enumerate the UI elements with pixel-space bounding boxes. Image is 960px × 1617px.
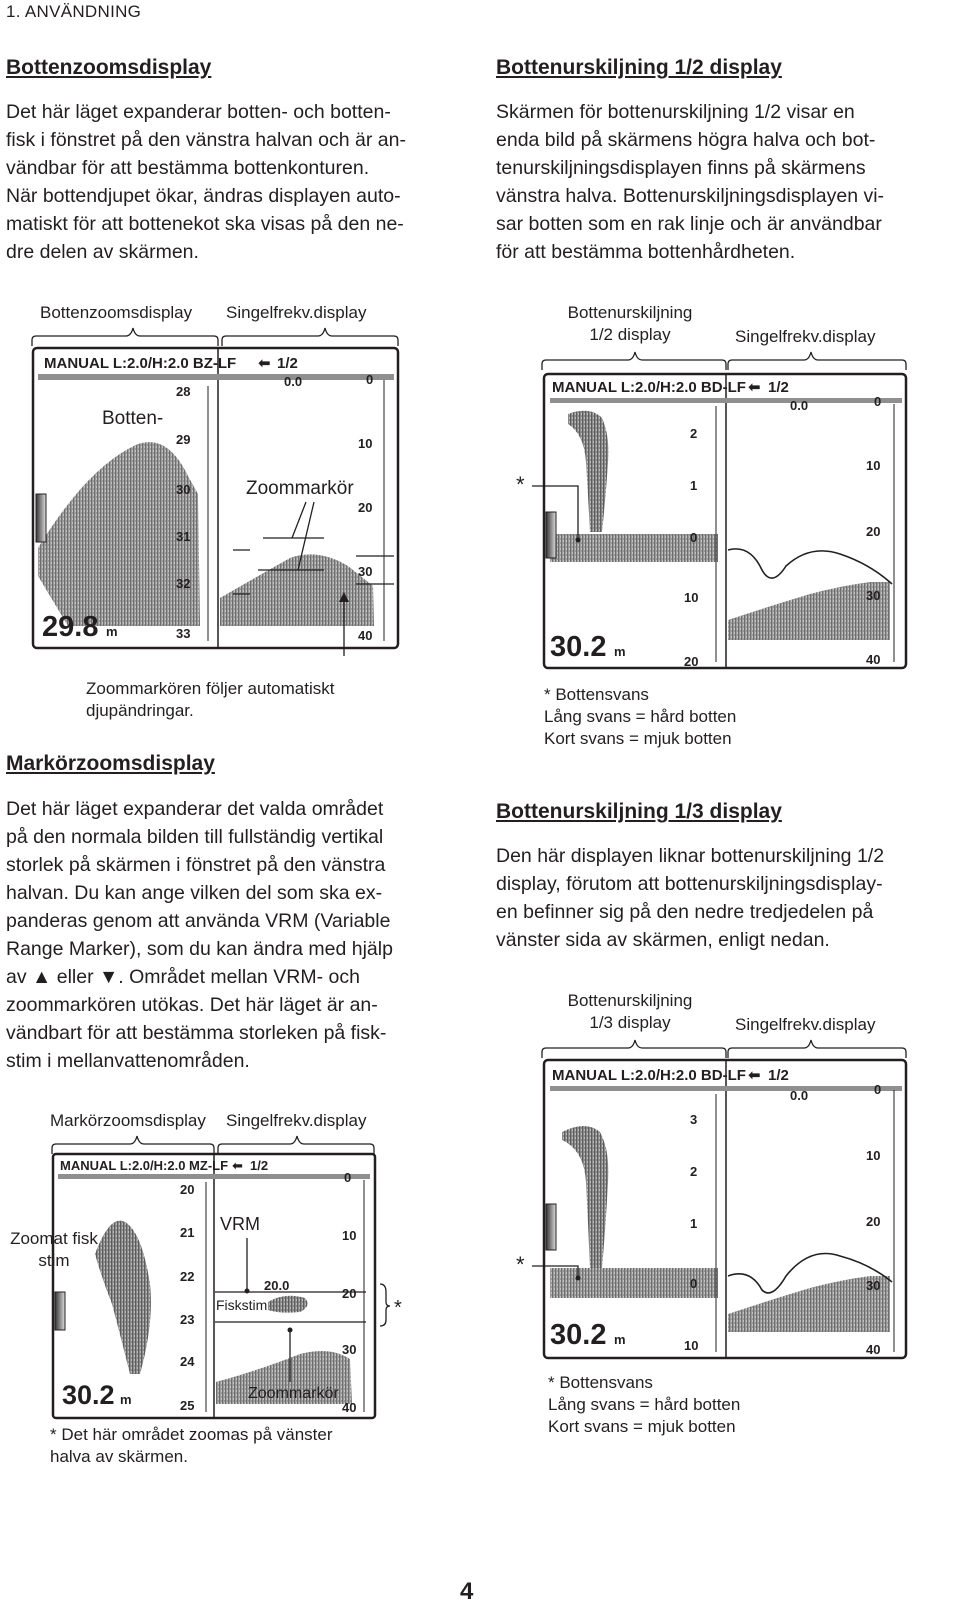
left-tick-label: 24 [180, 1354, 195, 1369]
brace-left [32, 328, 218, 346]
left-tick-label: 3 [690, 1112, 698, 1127]
dh-note: * Bottensvans Lång svans = hård botten Kort svans = mjuk botten [544, 685, 737, 748]
right-tick-label: 40 [866, 652, 881, 667]
right-tick-label: 0 [874, 1082, 882, 1097]
right-tick-label: 30 [358, 564, 373, 579]
right-tick-label: 40 [866, 1342, 881, 1357]
depth-unit: m [614, 1332, 626, 1347]
right-tick-label: 30 [866, 588, 881, 603]
inner-label: Botten- [102, 408, 164, 429]
dt-label-left: Bottenurskiljning 1/3 display [567, 991, 693, 1032]
depth-unit: m [614, 644, 626, 659]
mz-label-left: Markörzoomsdisplay [50, 1111, 206, 1130]
arrow-left-icon: ⬅ [232, 1158, 243, 1173]
brace-right [728, 1040, 906, 1058]
color-bar [55, 1292, 65, 1330]
left-tick-label: 0 [690, 530, 698, 545]
zoom-marker-label: Zoommarkör [248, 1385, 339, 1402]
header-split: 1/2 [768, 379, 789, 396]
left-tick-label: 22 [180, 1269, 195, 1284]
left-tick-label: 32 [176, 576, 191, 591]
right-tick-label: 0 [366, 372, 374, 387]
left-tick-label: 1 [690, 478, 698, 493]
depth-value: 29.8 [42, 611, 99, 643]
right-tick-label: 10 [342, 1228, 357, 1243]
bottom-zoom-body: Det här läget expanderar botten- och botten- fisk i fönstret på den vänstra halvan och är an- vändbar för att bestämma bottenkonturen. När bottendjupet ökar, ändras displayen auto- matiskt för att bottenekot ska visas på den ne- dre delen av skärmen. [6, 101, 406, 263]
left-tick-label: 2 [690, 426, 698, 441]
marker-zoom-display [0, 1134, 420, 1434]
brace-right [222, 328, 398, 346]
header-split: 1/2 [768, 1067, 789, 1084]
left-tick-label: 30 [176, 482, 191, 497]
right-top-value: 0.0 [790, 1088, 809, 1103]
color-bar [546, 1204, 556, 1250]
brace-left [542, 352, 726, 370]
asterisk: * [516, 472, 525, 497]
mz-note: * Det här området zoomas på vänster halva av skärmen. [50, 1425, 333, 1466]
brace-right [728, 352, 906, 370]
left-tick-label: 20 [684, 654, 699, 669]
disc-third-display [510, 1032, 910, 1364]
bz-label-left: Bottenzoomsdisplay [40, 303, 193, 322]
right-tick-label: 0 [874, 394, 882, 409]
chapter-title: 1. ANVÄNDNING [6, 2, 142, 21]
bz-label-right: Singelfrekv.display [226, 303, 367, 322]
left-tick-label: 33 [176, 626, 191, 641]
left-tick-label: 28 [176, 384, 191, 399]
vrm-value: 20.0 [264, 1278, 290, 1293]
dh-label-left: Bottenurskiljning 1/2 display [567, 303, 693, 344]
dt-label-right: Singelfrekv.display [735, 1015, 876, 1034]
right-tick-label: 20 [866, 1214, 881, 1229]
disc-half-body: Skärmen för bottenurskiljning 1/2 visar en enda bild på skärmens högra halva och bot- tenurskiljningsdisplayen finns på skärmens vänstra halva. Bottenurskiljningsdisplayen vi- sar botten som en rak linje och är användbar för att bestämma bottenhårdheten. [496, 101, 885, 263]
bottom-zoom-heading: Bottenzoomsdisplay [6, 56, 212, 79]
left-tick-label: 20 [180, 1182, 195, 1197]
depth-value: 30.2 [550, 1319, 607, 1351]
zoom-marker-label: Zoommarkör [246, 478, 354, 499]
vrm-label: VRM [220, 1214, 260, 1234]
depth-value: 30.2 [62, 1380, 115, 1410]
dt-note: * Bottensvans Lång svans = hård botten Kort svans = mjuk botten [548, 1373, 741, 1436]
left-tick-label: 2 [690, 1164, 698, 1179]
right-tick-label: 30 [342, 1342, 357, 1357]
right-tick-label: 0 [344, 1170, 352, 1185]
left-tick-label: 10 [684, 1338, 699, 1353]
disc-third-heading: Bottenurskiljning 1/3 display [496, 800, 782, 823]
right-tick-label: 30 [866, 1278, 881, 1293]
arrow-left-icon: ⬅ [748, 1067, 761, 1084]
header-mode: MANUAL L:2.0/H:2.0 BZ-LF [44, 355, 237, 372]
depth-unit: m [120, 1392, 132, 1407]
header-mode: MANUAL L:2.0/H:2.0 BD-LF [552, 379, 746, 396]
left-tick-label: 0 [690, 1276, 698, 1291]
asterisk: * [394, 1297, 402, 1319]
left-tick-label: 25 [180, 1398, 195, 1413]
brace-small [380, 1284, 390, 1326]
right-tick-label: 20 [358, 500, 373, 515]
header-split: 1/2 [277, 355, 298, 372]
right-top-value: 0.0 [790, 398, 809, 413]
right-tick-label: 20 [866, 524, 881, 539]
brace-left [542, 1040, 726, 1058]
right-tick-label: 40 [358, 628, 373, 643]
bz-caption: Zoommarkören följer automatiskt djupändringar. [86, 679, 335, 720]
left-tick-label: 1 [690, 1216, 698, 1231]
right-tick-label: 20 [342, 1286, 357, 1301]
left-tick-label: 21 [180, 1225, 195, 1240]
right-tick-label: 10 [866, 1148, 881, 1163]
left-tick-label: 23 [180, 1312, 195, 1327]
right-tick-label: 10 [358, 436, 373, 451]
header-mode: MANUAL L:2.0/H:2.0 BD-LF [552, 1067, 746, 1084]
mz-label-right: Singelfrekv.display [226, 1111, 367, 1130]
zoomed-fish-label: Zoomat fisk stim [10, 1229, 98, 1270]
right-tick-label: 40 [342, 1400, 357, 1415]
asterisk: * [516, 1252, 525, 1277]
marker-zoom-body: Det här läget expanderar det valda området på den normala bilden till fullständig vertikal storlek på skärmen i fönstret på den vänstra halvan. Du kan ange vilken del som ska ex- panderas genom att använda VRM (Variable Range Marker), som du kan ändra med hjälp av ▲ eller ▼. Området mellan VRM- och zoommarkören utökas. Det här läget är an- vändbart för att bestämma storleken på fisk- stim i mellanvattenområden. [6, 798, 393, 1072]
header-mode: MANUAL L:2.0/H:2.0 MZ-LF [60, 1158, 229, 1173]
color-bar [546, 512, 556, 558]
school-label: Fiskstim [216, 1297, 268, 1313]
zero-line-bar [38, 374, 394, 380]
disc-third-body: Den här displayen liknar bottenurskiljning 1/2 display, förutom att bottenurskiljningsdisplay- en befinner sig på den nedre tredjedelen på vänster sida av skärmen, enligt nedan. [496, 845, 885, 951]
arrow-left-icon: ⬅ [748, 379, 761, 396]
right-top-value: 0.0 [284, 374, 303, 389]
header-split: 1/2 [250, 1158, 269, 1173]
arrow-left-icon: ⬅ [258, 355, 271, 372]
page-number: 4 [460, 1578, 474, 1605]
left-tick-label: 31 [176, 529, 191, 544]
disc-half-heading: Bottenurskiljning 1/2 display [496, 56, 782, 79]
dh-label-right: Singelfrekv.display [735, 327, 876, 346]
color-bar [36, 494, 46, 542]
left-tick-label: 10 [684, 590, 699, 605]
brace-left [52, 1136, 214, 1154]
bottom-zoom-display [28, 326, 413, 656]
depth-unit: m [106, 624, 118, 639]
disc-half-display [510, 344, 910, 674]
right-tick-label: 10 [866, 458, 881, 473]
left-tick-label: 29 [176, 432, 191, 447]
brace-right [218, 1136, 374, 1154]
depth-value: 30.2 [550, 631, 607, 663]
marker-zoom-heading: Markörzoomsdisplay [6, 752, 215, 775]
